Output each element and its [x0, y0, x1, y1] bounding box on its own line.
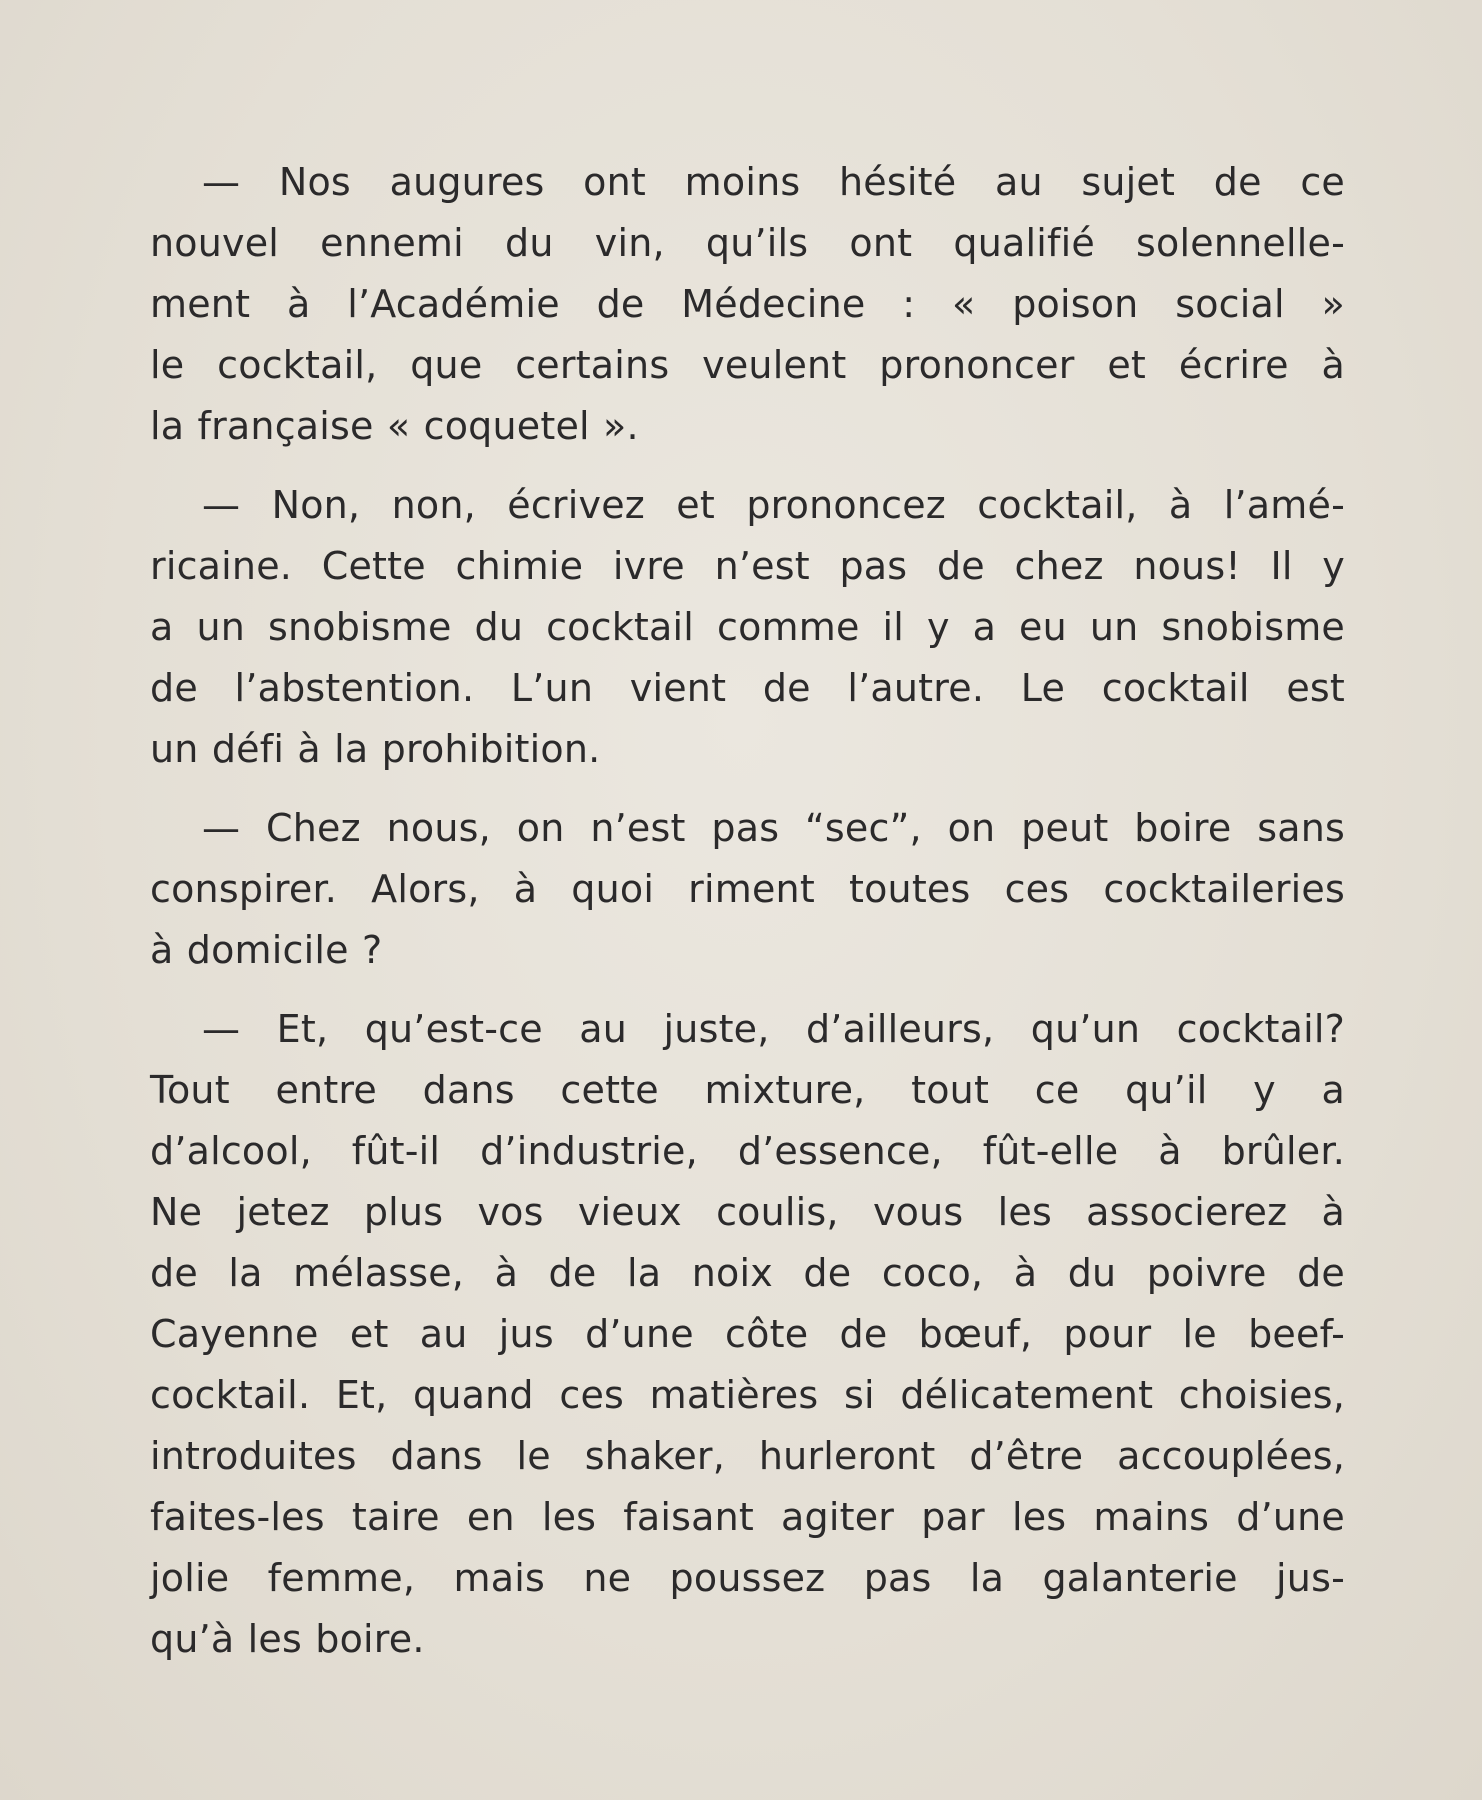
text-line: a un snobisme du cocktail comme il y a eu un snobisme — [150, 605, 1345, 649]
text-line: un défi à la prohibition. — [150, 727, 601, 771]
text-line: d’alcool, fût-il d’industrie, d’essence, fût-elle à brûler. — [150, 1129, 1345, 1173]
text-line: — Et, qu’est-ce au juste, d’ailleurs, qu’un cocktail? — [202, 1007, 1345, 1051]
text-line: Ne jetez plus vos vieux coulis, vous les associerez à — [150, 1190, 1345, 1234]
paragraph-1 — [150, 152, 1345, 457]
text-line: à domicile ? — [150, 928, 383, 972]
text-line: Tout entre dans cette mixture, tout ce qu’il y a — [150, 1068, 1345, 1112]
text-line: jolie femme, mais ne poussez pas la galanterie jus- — [150, 1556, 1345, 1600]
text-line: de la mélasse, à de la noix de coco, à du poivre de — [150, 1251, 1345, 1295]
text-line: ricaine. Cette chimie ivre n’est pas de chez nous! Il y — [150, 544, 1345, 588]
paragraph-4 — [150, 999, 1345, 1670]
text-line: faites-les taire en les faisant agiter par les mains d’une — [150, 1495, 1345, 1539]
text-line: — Non, non, écrivez et prononcez cocktail, à l’amé- — [202, 483, 1345, 527]
text-line: le cocktail, que certains veulent prononcer et écrire à — [150, 343, 1345, 387]
text-line: introduites dans le shaker, hurleront d’être accouplées, — [150, 1434, 1345, 1478]
text-line: Cayenne et au jus d’une côte de bœuf, pour le beef- — [150, 1312, 1345, 1356]
paragraph-3 — [150, 798, 1345, 981]
paragraph-2 — [150, 475, 1345, 780]
text-line: de l’abstention. L’un vient de l’autre. Le cocktail est — [150, 666, 1345, 710]
text-line: conspirer. Alors, à quoi riment toutes ces cocktaileries — [150, 867, 1345, 911]
text-line: ment à l’Académie de Médecine : « poison social » — [150, 282, 1345, 326]
text-line: cocktail. Et, quand ces matières si délicatement choisies, — [150, 1373, 1345, 1417]
text-line: — Nos augures ont moins hésité au sujet de ce — [202, 160, 1345, 204]
text-line: nouvel ennemi du vin, qu’ils ont qualifié solennelle- — [150, 221, 1345, 265]
text-line: — Chez nous, on n’est pas “sec”, on peut boire sans — [202, 806, 1345, 850]
text-line: qu’à les boire. — [150, 1617, 425, 1661]
page-body — [150, 152, 1345, 1688]
text-line: la française « coquetel ». — [150, 404, 639, 448]
